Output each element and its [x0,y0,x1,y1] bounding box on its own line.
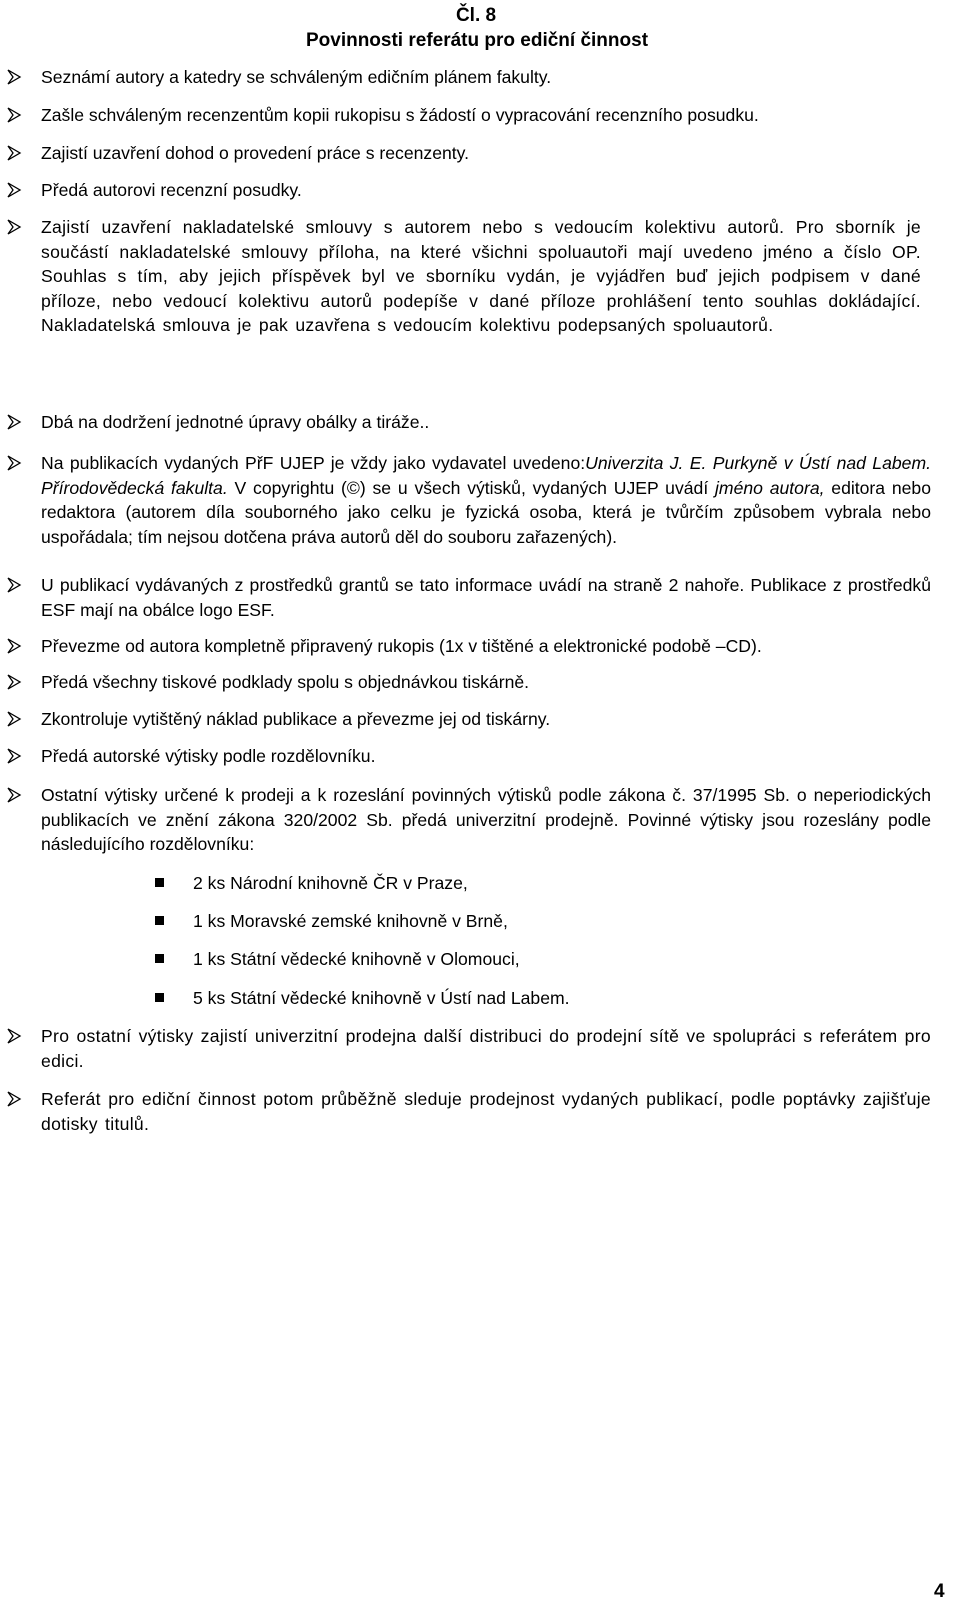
arrow-bullet-icon [6,103,22,127]
arrow-bullet-icon [6,65,22,89]
list-item-text: Zkontroluje vytištěný náklad publikace a převezme jej od tiskárny. [41,709,551,729]
arrow-bullet-icon [6,744,22,768]
list-item-text: Převezme od autora kompletně připravený rukopis (1x v tištěné a elektronické podobě –CD). [41,636,762,656]
copyright-text: ) se u všech výtisků, vydaných UJEP uvádí [359,477,716,498]
arrow-bullet-icon [6,451,22,475]
list-item-text: Dbá na dodržení jednotné úpravy obálky a tiráže.. [41,412,430,432]
arrow-bullet-icon [6,783,22,807]
square-bullet-icon [155,993,164,1002]
list-item-text: Zajistí uzavření nakladatelské smlouvy s autorem nebo s vedoucím kolektivu autorů. Pro sborník je součástí nakladatelské smlouvy příloha, na které všichni spoluautoři mají uvedeno jméno a číslo OP. Souhlas s tím, aby jejich příspěvek byl ve sborníku vydán, je vyjádřen buď jejich podpisem v dané příloze, nebo vedoucí kolektivu autorů podepíše v dané příloze prohlášení tento souhlas dokládající. Nakladatelská smlouva je pak uzavřena s vedoucím kolektivu podepsaných spoluautorů. [41,217,921,335]
list-item-text: U publikací vydávaných z prostředků grantů se tato informace uvádí na straně 2 nahoře. Publikace z prostředků ESF mají na obálce logo ESF. [41,575,931,620]
page-title: Povinnosti referátu pro ediční činnost [305,30,649,51]
list-item-text: Seznámí autory a katedry se schváleným edičním plánem fakulty. [41,67,552,87]
list-item-text [41,451,931,549]
copyright-icon: © [346,477,360,498]
distribution-item-text: 5 ks Státní vědecké knihovně v Ústí nad Labem. [193,988,570,1008]
square-bullet-icon [155,954,164,963]
page-number: 4 [934,1581,945,1602]
arrow-bullet-icon [6,634,22,658]
list-item-text: Referát pro ediční činnost potom průběžně sleduje prodejnost vydaných publikací, podle poptávky zajišťuje dotisky titulů. [41,1089,931,1134]
square-bullet-icon [155,878,164,887]
copyright-intro-text: V copyrightu ( [227,477,347,498]
article-number: Čl. 8 [455,5,497,26]
arrow-bullet-icon [6,670,22,694]
copyright-text-end: editora nebo redaktora (autorem díla souborného jako celku je fyzická osoba, která je tvůrčím způsobem vybrala nebo uspořádala; tím nejsou dotčena práva autorů děl do souboru zařazených). [41,477,932,547]
list-item-text: Zašle schváleným recenzentům kopii rukopisu s žádostí o vypracování recenzního posudku. [41,105,759,125]
distribution-item-text: 2 ks Národní knihovně ČR v Praze, [193,873,468,893]
arrow-bullet-icon [6,141,22,165]
arrow-bullet-icon [6,178,22,202]
list-item-text: Předá autorské výtisky podle rozdělovníku. [41,746,376,766]
list-item-text: Předá autorovi recenzní posudky. [41,180,302,200]
publisher-intro-text: Na publikacích vydaných PřF UJEP je vždy jako vydavatel uvedeno: [41,453,586,473]
arrow-bullet-icon [6,1024,22,1048]
distribution-item-text: 1 ks Moravské zemské knihovně v Brně, [193,911,508,931]
list-item-text: Zajistí uzavření dohod o provedení práce s recenzenty. [41,143,470,163]
square-bullet-icon [155,916,164,925]
publisher-name: Univerzita J. E. Purkyně v Ústí nad Labem. Přírodovědecká fakulta. [41,453,931,498]
arrow-bullet-icon [6,1087,22,1111]
list-item-text: Pro ostatní výtisky zajistí univerzitní prodejna další distribuci do prodejní sítě ve spolupráci s referátem pro edici. [41,1026,931,1071]
author-name-emphasis: jméno autora, [715,477,825,498]
list-item-text: Ostatní výtisky určené k prodeji a k rozeslání povinných výtisků podle zákona č. 37/1995 Sb. o neperiodických publikacích ve znění zákona 320/2002 Sb. předá univerzitní prodejně. Povinné výtisky jsou rozeslány podle následujícího rozdělovníku: [41,785,931,854]
arrow-bullet-icon [6,707,22,731]
arrow-bullet-icon [6,410,22,434]
arrow-bullet-icon [6,573,22,597]
arrow-bullet-icon [6,215,22,239]
list-item-text: Předá všechny tiskové podklady spolu s objednávkou tiskárně. [41,672,530,692]
distribution-item-text: 1 ks Státní vědecké knihovně v Olomouci, [193,949,520,969]
